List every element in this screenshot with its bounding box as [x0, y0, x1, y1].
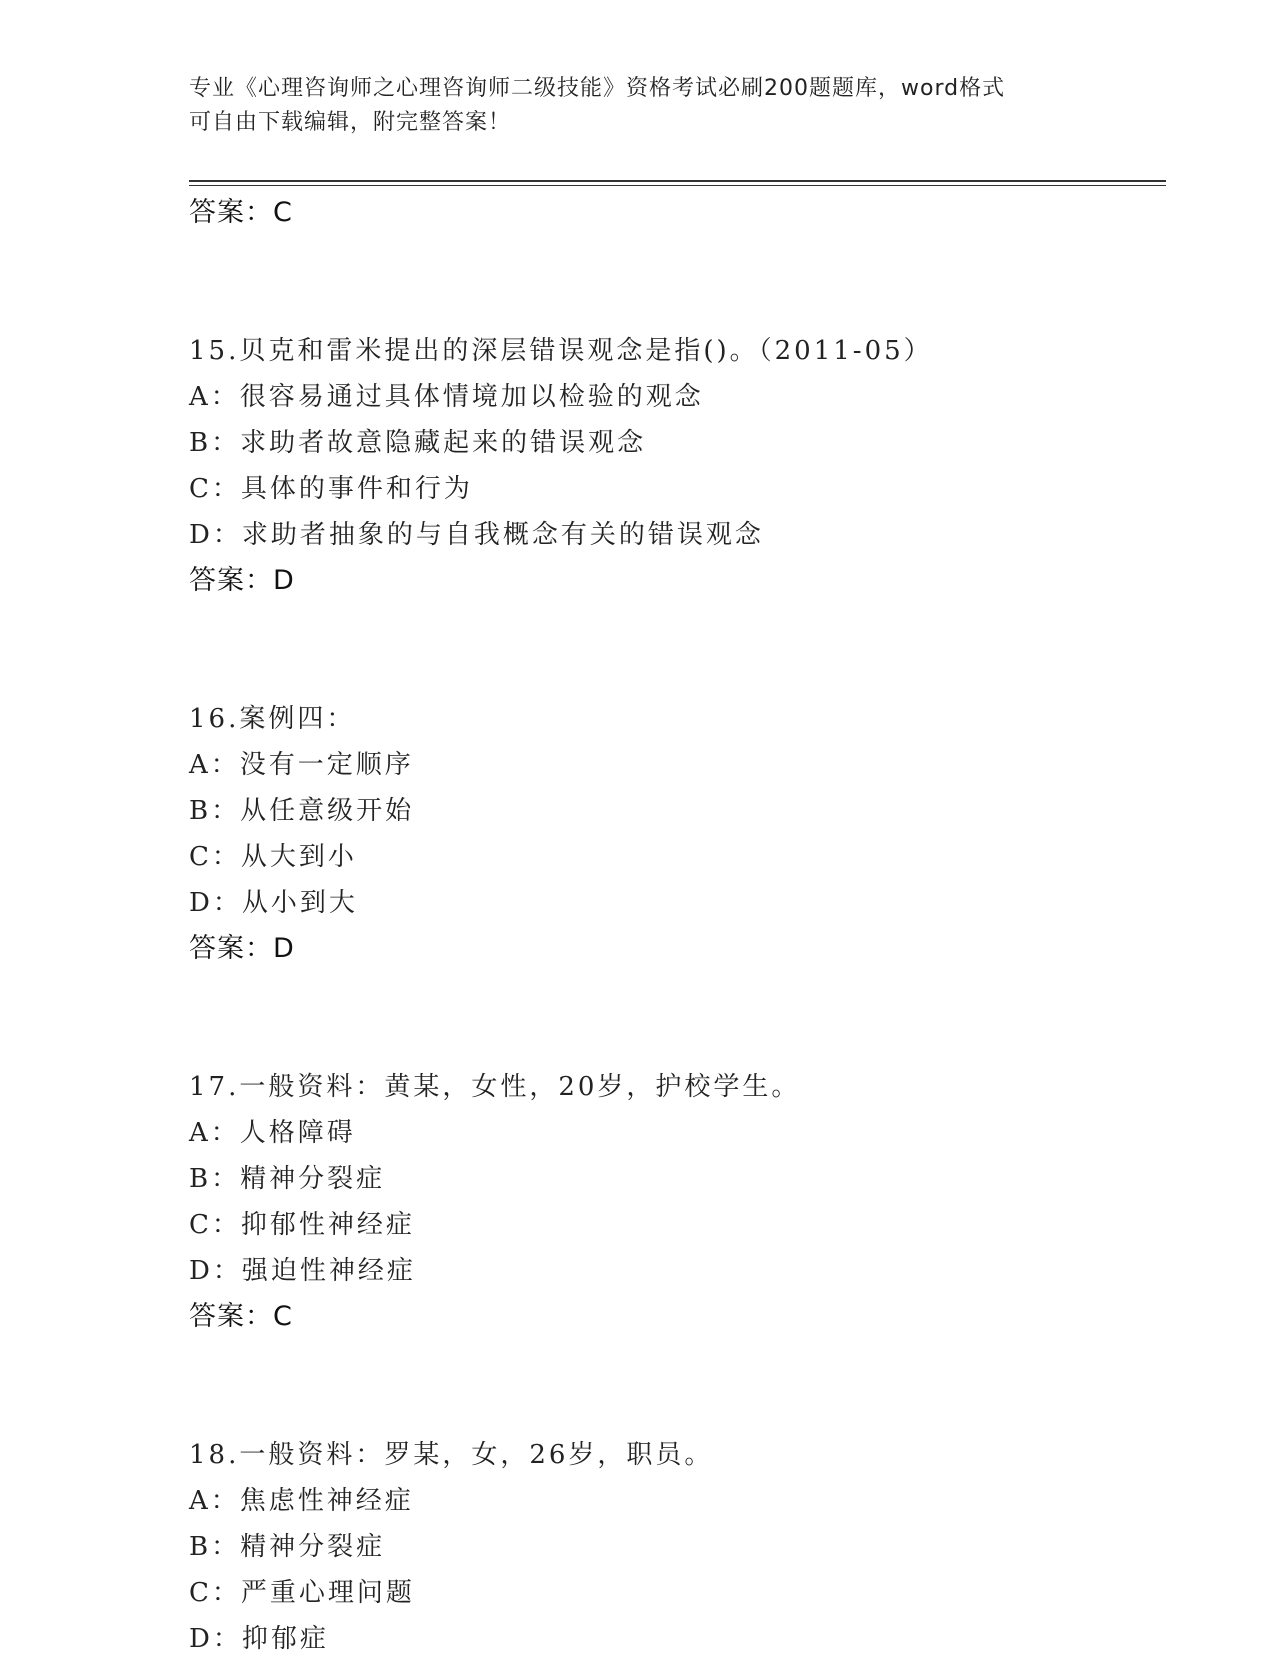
- question-18: [189, 1432, 1166, 1662]
- option-b: B：求助者故意隐藏起来的错误观念: [189, 428, 647, 458]
- option-b: B：精神分裂症: [189, 1164, 386, 1194]
- option-c: C：从大到小: [189, 842, 357, 872]
- option-d: D：抑郁症: [189, 1624, 329, 1654]
- option-a: A：焦虑性神经症: [189, 1486, 414, 1516]
- spacer: [189, 236, 1166, 328]
- spacer: [189, 604, 1166, 696]
- question-list: [189, 190, 1166, 1662]
- answer-prev: 答案：C: [189, 197, 293, 228]
- option-b: B：从任意级开始: [189, 796, 415, 826]
- question-stem: 18.一般资料：罗某，女，26岁，职员。: [189, 1440, 714, 1470]
- option-b: B：精神分裂症: [189, 1532, 386, 1562]
- option-d: D：求助者抽象的与自我概念有关的错误观念: [189, 520, 764, 550]
- option-c: C：具体的事件和行为: [189, 474, 473, 504]
- spacer: [189, 1340, 1166, 1432]
- option-d: D：强迫性神经症: [189, 1256, 416, 1286]
- header-line-2: 可自由下载编辑，附完整答案！: [189, 110, 512, 135]
- question-17: [189, 1064, 1166, 1340]
- header-divider-thick: [189, 180, 1166, 182]
- option-a: A：人格障碍: [189, 1118, 356, 1148]
- option-c: C：抑郁性神经症: [189, 1210, 415, 1240]
- spacer: [189, 972, 1166, 1064]
- option-a: A：没有一定顺序: [189, 750, 414, 780]
- question-15: [189, 328, 1166, 604]
- question-stem: 16.案例四：: [189, 704, 356, 734]
- question-stem: 17.一般资料：黄某，女性，20岁，护校学生。: [189, 1072, 801, 1102]
- question-stem: 15.贝克和雷米提出的深层错误观念是指()。（2011-05）: [189, 336, 933, 366]
- header-divider-thin: [189, 185, 1166, 186]
- question-16: [189, 696, 1166, 972]
- document-header: [189, 72, 1089, 140]
- option-d: D：从小到大: [189, 888, 358, 918]
- answer: 答案：D: [189, 565, 295, 596]
- answer: 答案：D: [189, 933, 295, 964]
- option-a: A：很容易通过具体情境加以检验的观念: [189, 382, 704, 412]
- option-c: C：严重心理问题: [189, 1578, 415, 1608]
- answer: 答案：C: [189, 1301, 293, 1332]
- header-line-1: 专业《心理咨询师之心理咨询师二级技能》资格考试必刷200题题库，word格式: [189, 76, 1006, 101]
